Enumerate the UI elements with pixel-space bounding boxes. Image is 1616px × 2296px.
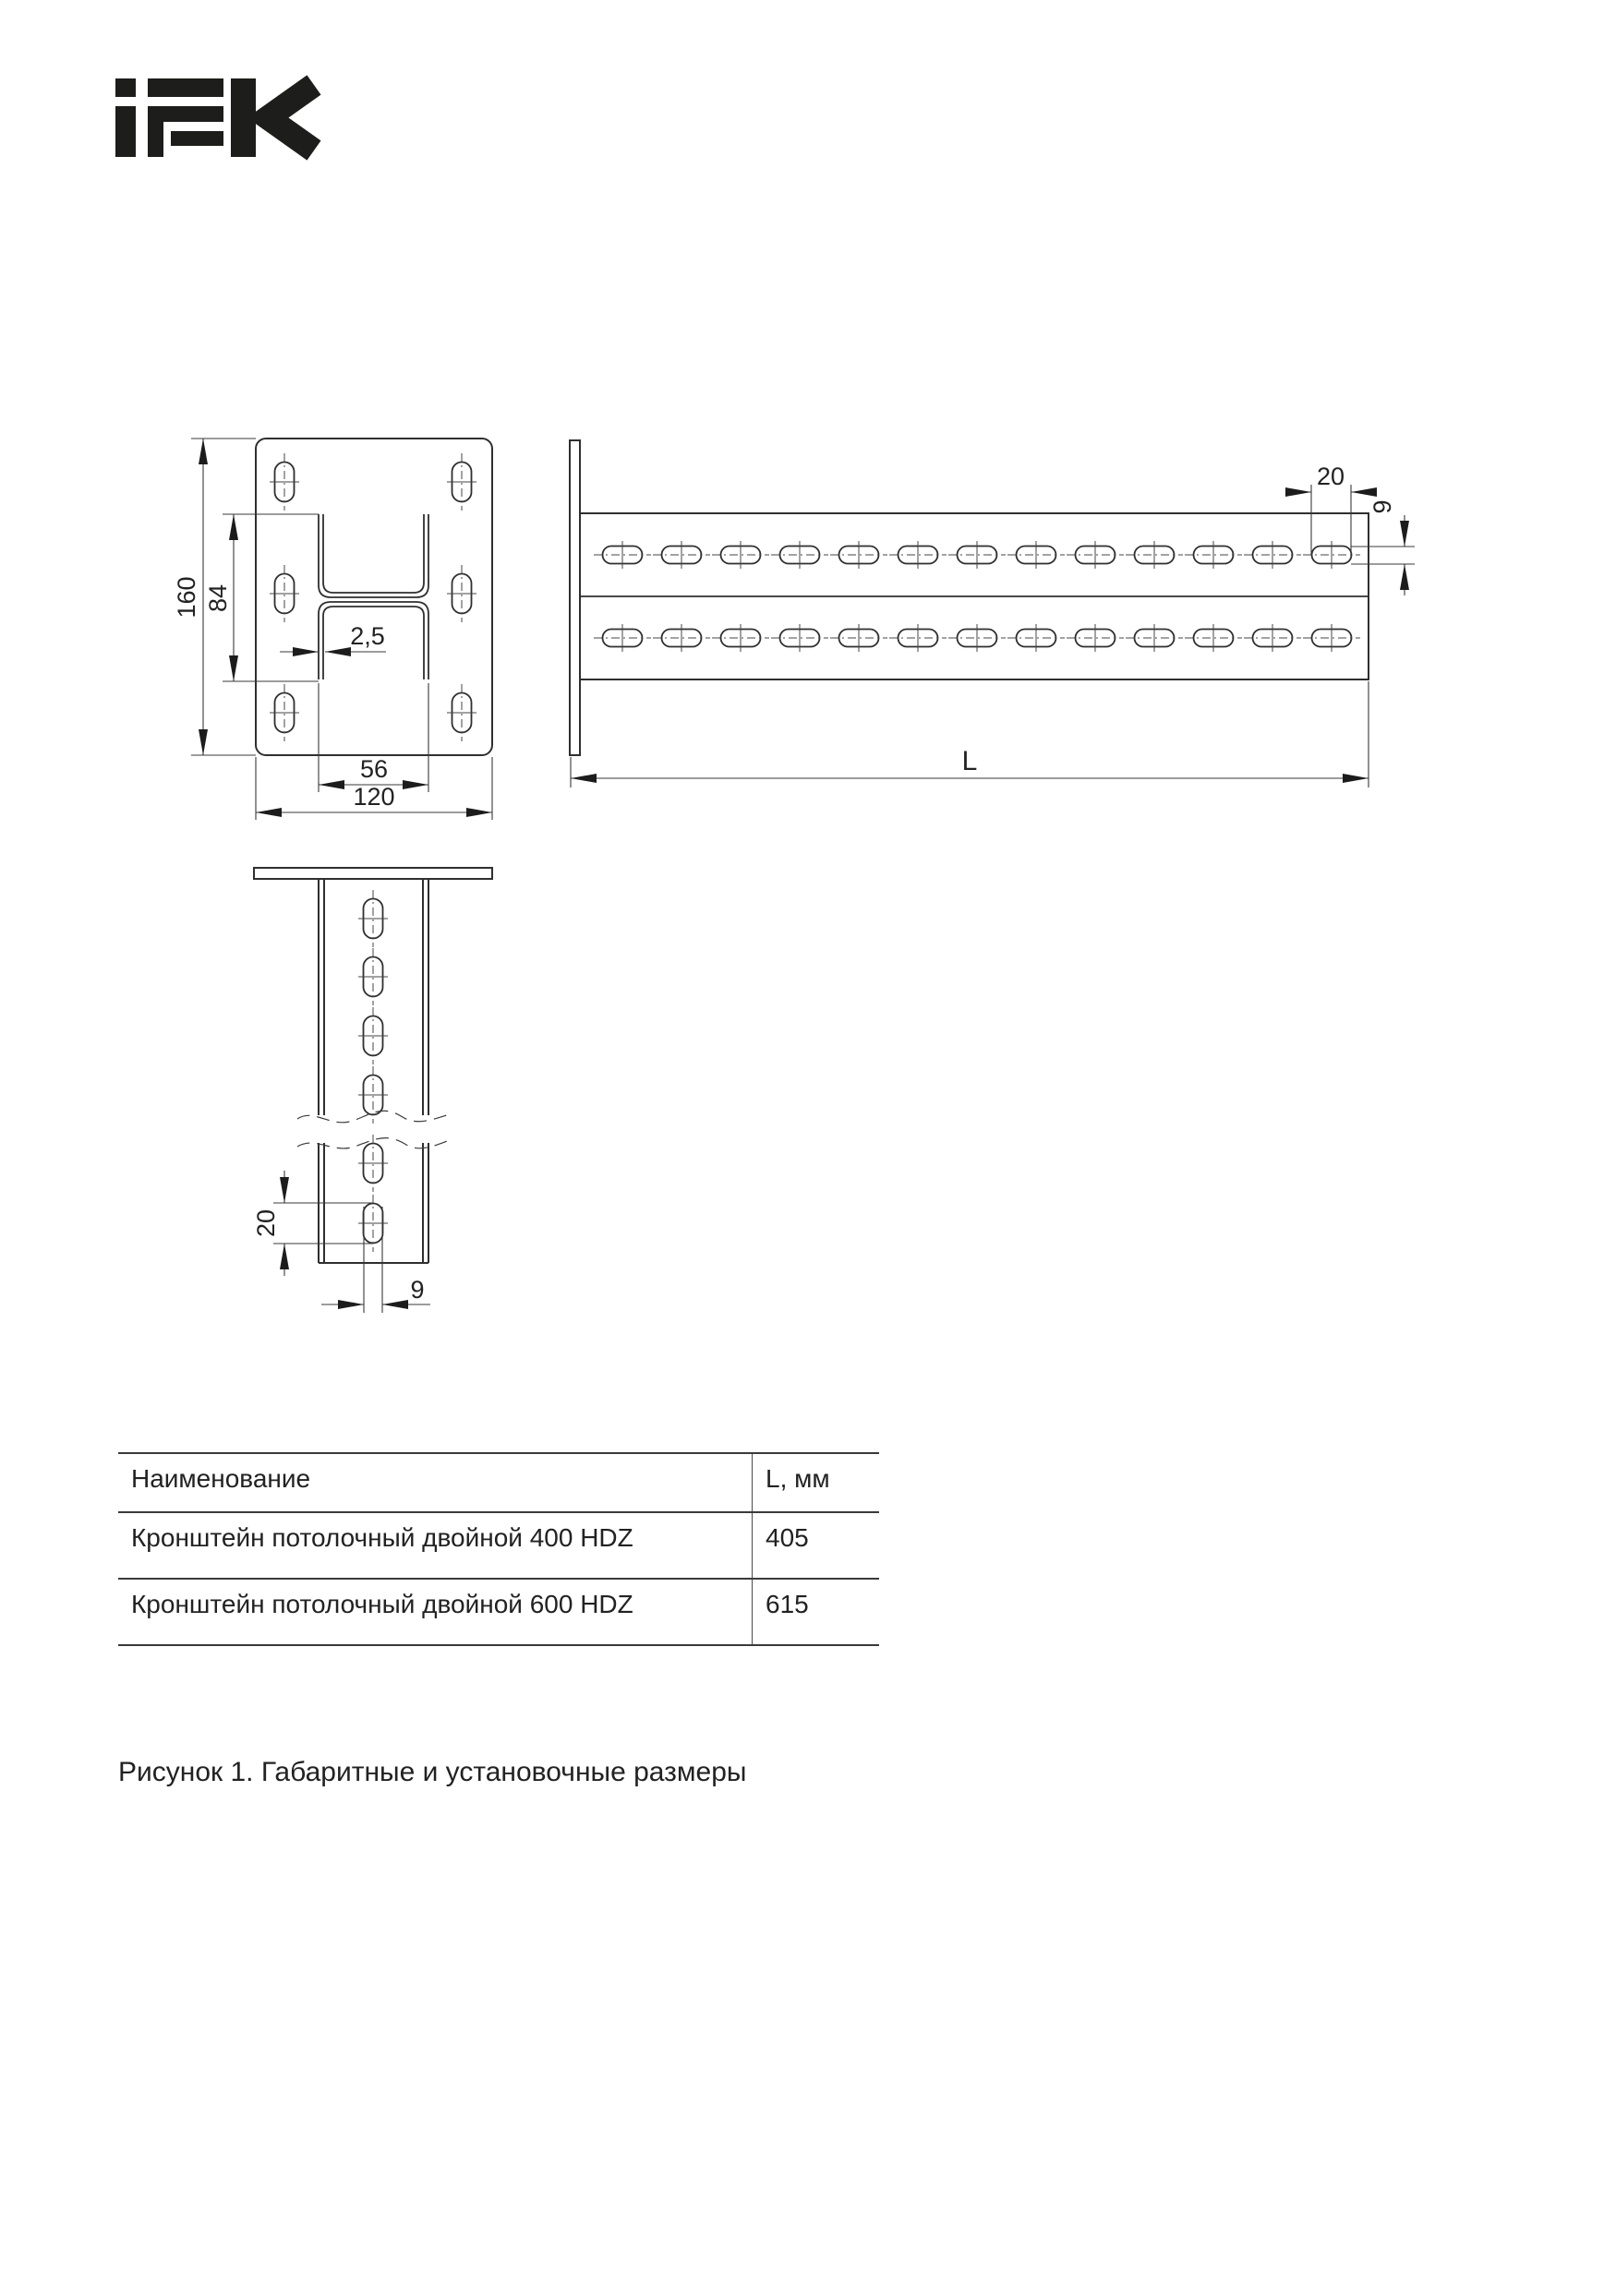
logo-i-stem	[115, 106, 136, 157]
side-view-drawing	[570, 440, 1415, 787]
spec-table	[118, 1452, 879, 1646]
table-row	[118, 1579, 879, 1645]
logo-k-chevron	[268, 85, 314, 150]
channel-profile	[319, 514, 428, 679]
figure-caption: Рисунок 1. Габаритные и установочные размеры	[118, 1757, 747, 1787]
dim-label-120: 120	[353, 783, 395, 811]
table-header-row	[118, 1453, 879, 1512]
table-cell-l: 405	[753, 1512, 880, 1579]
logo-i-dot	[115, 78, 136, 97]
dim-label-84: 84	[204, 583, 232, 613]
front-view-dimensions	[191, 439, 492, 820]
table-header-l: L, мм	[753, 1453, 880, 1512]
dim-label-20-bottom: 20	[252, 1208, 280, 1238]
iek-logo	[115, 78, 314, 157]
table-header-name: Наименование	[118, 1453, 753, 1512]
dim-label-9-bottom: 9	[410, 1276, 425, 1304]
dim-label-56: 56	[359, 755, 389, 783]
front-view-drawing	[173, 439, 492, 820]
side-view-slots-top-row	[594, 541, 1360, 569]
side-flange	[570, 440, 580, 755]
logo-e-lower-bar	[171, 131, 223, 146]
side-view-arrowheads	[571, 487, 1409, 783]
bottom-view-slots	[358, 890, 388, 1252]
side-view-dimensions	[571, 485, 1415, 787]
dim-label-160: 160	[173, 576, 200, 619]
table-row	[118, 1512, 879, 1579]
dim-label-2-5: 2,5	[350, 622, 385, 650]
logo-e-top-bar	[148, 78, 223, 97]
bottom-flange	[254, 868, 492, 879]
bottom-view-drawing	[252, 868, 492, 1313]
table-cell-name: Кронштейн потолочный двойной 400 HDZ	[118, 1512, 753, 1579]
side-view-slots-bottom-row	[594, 624, 1360, 652]
dim-label-9-side: 9	[1369, 499, 1396, 514]
dim-label-20-side: 20	[1316, 463, 1345, 490]
front-view-arrowheads	[199, 439, 492, 817]
table-cell-l: 615	[753, 1579, 880, 1645]
table-cell-name: Кронштейн потолочный двойной 600 HDZ	[118, 1579, 753, 1645]
bottom-view-dimensions	[273, 1171, 430, 1313]
dim-label-length: L	[961, 746, 978, 776]
